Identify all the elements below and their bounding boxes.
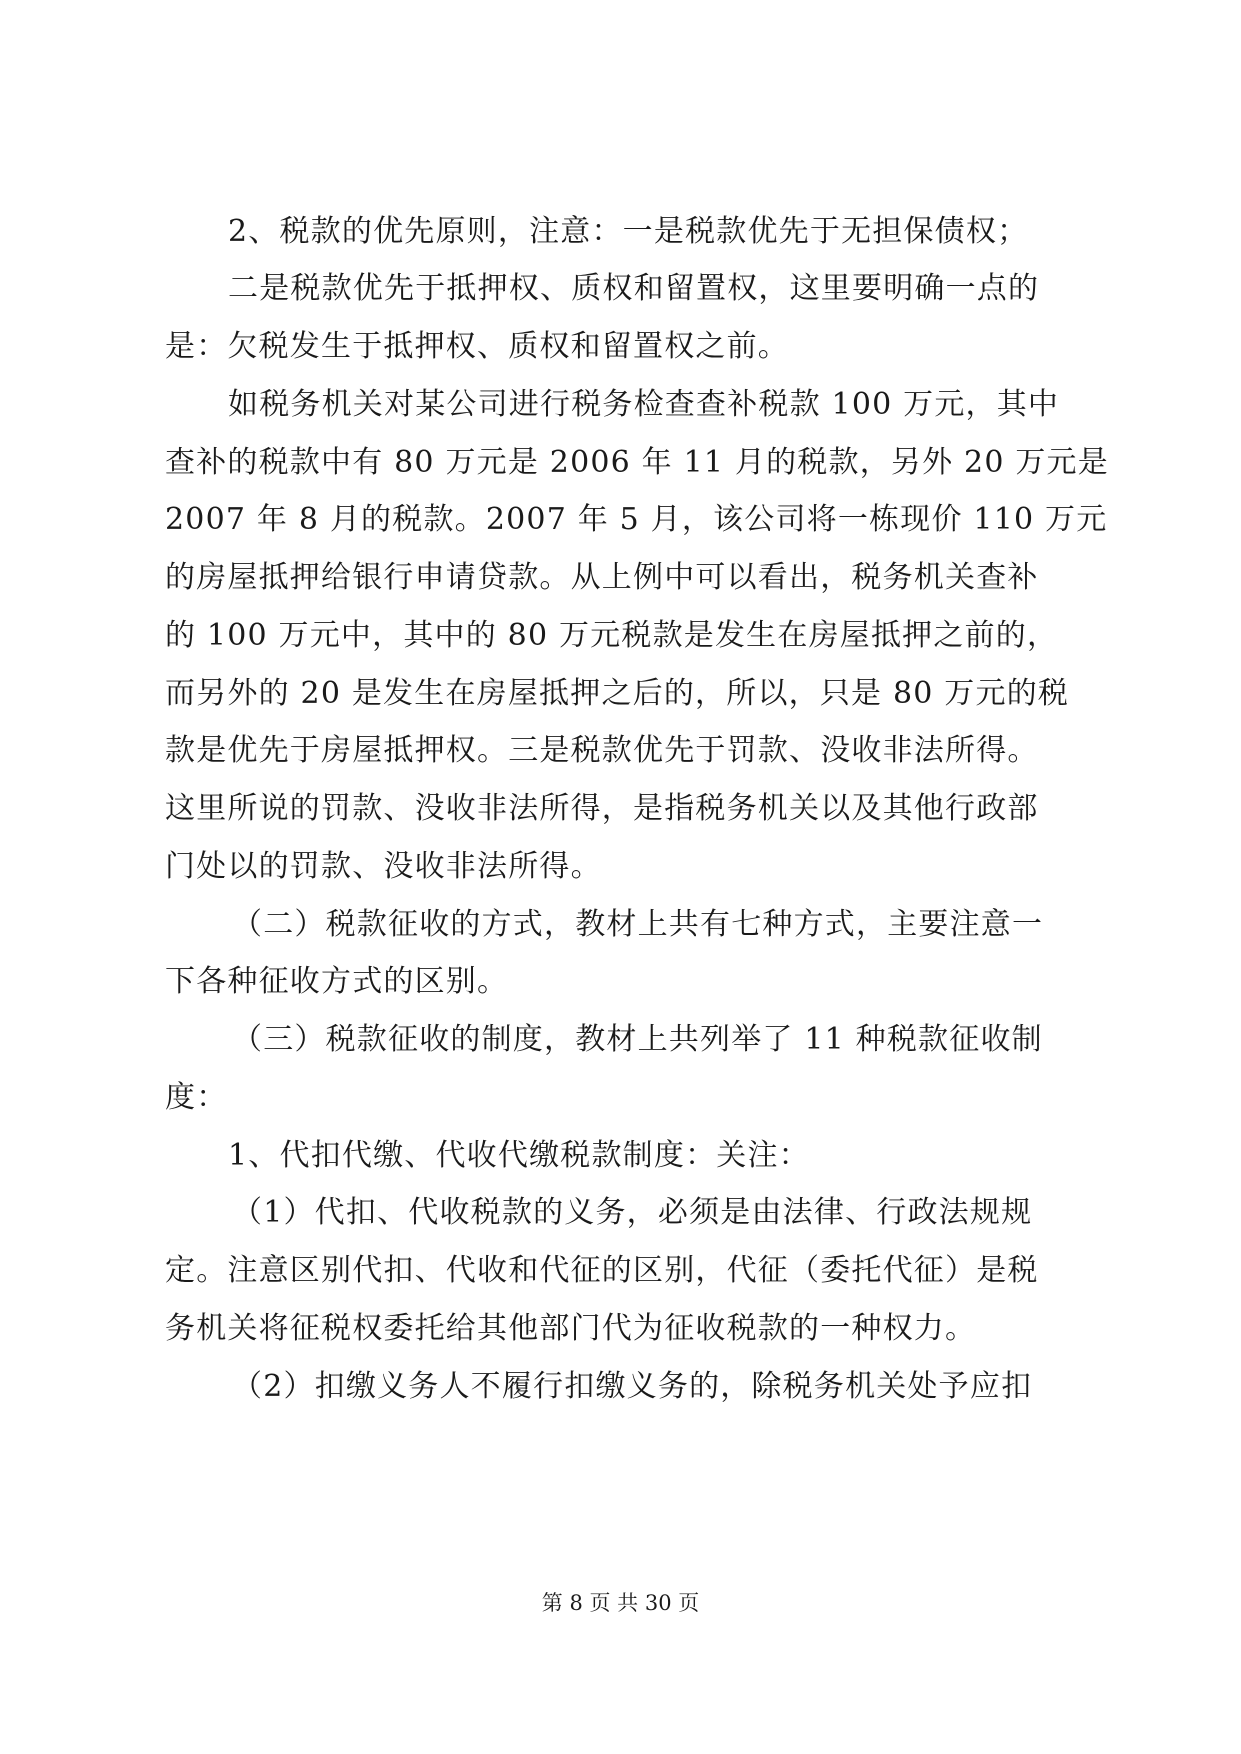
text-line: 是：欠税发生于抵押权、质权和留置权之前。 [165, 329, 789, 364]
text-line: 2、税款的优先原则，注意：一是税款优先于无担保债权； [228, 214, 1029, 249]
text-line: 1、代扣代缴、代收代缴税款制度：关注： [228, 1138, 810, 1173]
text-line: （三）税款征收的制度，教材上共列举了 11 种税款征收制 [232, 1022, 1043, 1057]
text-line: 的 100 万元中，其中的 80 万元税款是发生在房屋抵押之前的， [165, 618, 1059, 653]
text-line: 度： [165, 1080, 228, 1115]
text-line: 下各种征收方式的区别。 [165, 964, 509, 999]
text-line: 这里所说的罚款、没收非法所得，是指税务机关以及其他行政部 [165, 791, 1039, 826]
text-line: 门处以的罚款、没收非法所得。 [165, 849, 602, 884]
text-line: 查补的税款中有 80 万元是 2006 年 11 月的税款，另外 20 万元是 [165, 445, 1109, 480]
text-line: （二）税款征收的方式，教材上共有七种方式，主要注意一 [232, 907, 1044, 942]
text-line: （1）代扣、代收税款的义务，必须是由法律、行政法规规 [232, 1195, 1033, 1230]
text-line: （2）扣缴义务人不履行扣缴义务的，除税务机关处予应扣 [232, 1369, 1033, 1404]
text-line: 而另外的 20 是发生在房屋抵押之后的，所以，只是 80 万元的税 [165, 676, 1070, 711]
text-line: 定。注意区别代扣、代收和代征的区别，代征（委托代征）是税 [165, 1253, 1039, 1288]
text-line: 如税务机关对某公司进行税务检查查补税款 100 万元，其中 [228, 387, 1060, 422]
text-line: 2007 年 8 月的税款。2007 年 5 月，该公司将一栋现价 110 万元 [165, 502, 1108, 537]
page-number-footer: 第 8 页 共 30 页 [541, 1591, 700, 1615]
text-line: 款是优先于房屋抵押权。三是税款优先于罚款、没收非法所得。 [165, 733, 1039, 768]
text-line: 二是税款优先于抵押权、质权和留置权，这里要明确一点的 [228, 271, 1040, 306]
text-line: 的房屋抵押给银行申请贷款。从上例中可以看出，税务机关查补 [165, 560, 1039, 595]
text-line: 务机关将征税权委托给其他部门代为征收税款的一种权力。 [165, 1311, 977, 1346]
